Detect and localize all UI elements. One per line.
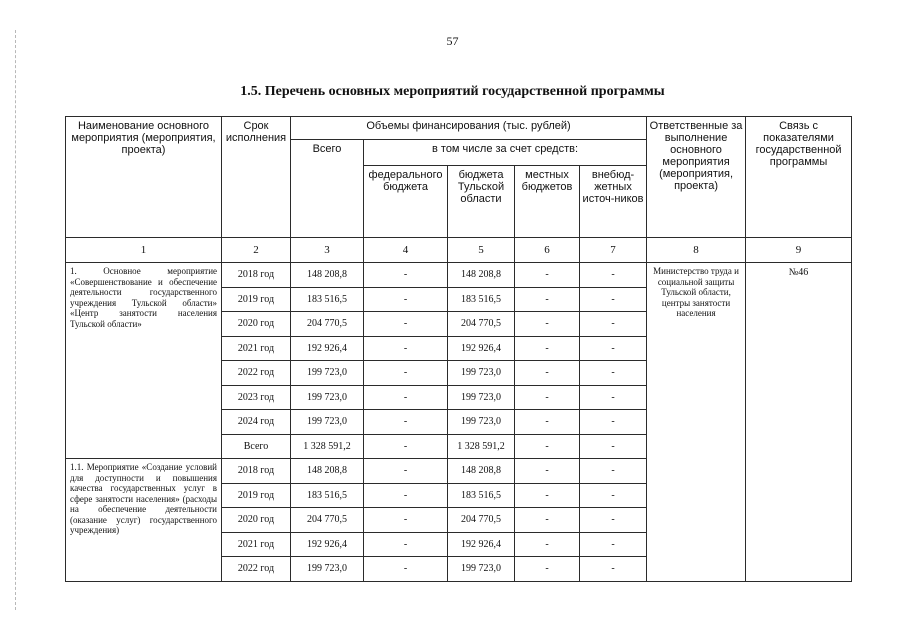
cell-year: 2021 год	[222, 532, 291, 557]
cell-year: 2018 год	[222, 459, 291, 484]
cell-regional: 183 516,5	[448, 483, 515, 508]
cell-total: 183 516,5	[291, 287, 364, 312]
responsible-cell: Министерство труда и социальной защиты Тульской области, центры занятости населения	[647, 263, 746, 582]
cell-total: 183 516,5	[291, 483, 364, 508]
cell-federal: -	[364, 385, 448, 410]
header-volumes: Объемы финансирования (тыс. рублей)	[291, 117, 647, 140]
header-term: Срок исполнения	[222, 117, 291, 238]
cell-local: -	[515, 410, 580, 435]
cell-local: -	[515, 557, 580, 582]
col-number: 9	[746, 238, 852, 263]
cell-federal: -	[364, 459, 448, 484]
cell-total: 192 926,4	[291, 336, 364, 361]
cell-local: -	[515, 361, 580, 386]
cell-local: -	[515, 532, 580, 557]
table-row	[66, 263, 852, 288]
cell-federal: -	[364, 287, 448, 312]
cell-extra: -	[580, 434, 647, 459]
cell-federal: -	[364, 557, 448, 582]
header-total: Всего	[291, 140, 364, 238]
header-name: Наименование основного мероприятия (мероприятия, проекта)	[66, 117, 222, 238]
cell-year: 2018 год	[222, 263, 291, 288]
column-numbers-row	[66, 238, 852, 263]
cell-year: 2022 год	[222, 361, 291, 386]
cell-extra: -	[580, 483, 647, 508]
measures-table	[65, 116, 852, 582]
cell-total: 148 208,8	[291, 263, 364, 288]
cell-extra: -	[580, 263, 647, 288]
cell-local: -	[515, 263, 580, 288]
indicator-link-cell: №46	[746, 263, 852, 582]
cell-regional: 199 723,0	[448, 385, 515, 410]
cell-extra: -	[580, 508, 647, 533]
cell-extra: -	[580, 312, 647, 337]
header-local: местных бюджетов	[515, 166, 580, 238]
cell-federal: -	[364, 434, 448, 459]
cell-local: -	[515, 434, 580, 459]
cell-local: -	[515, 385, 580, 410]
cell-regional: 199 723,0	[448, 557, 515, 582]
cell-total: 204 770,5	[291, 312, 364, 337]
cell-year: 2023 год	[222, 385, 291, 410]
cell-federal: -	[364, 483, 448, 508]
cell-federal: -	[364, 508, 448, 533]
cell-total: 192 926,4	[291, 532, 364, 557]
cell-total: 199 723,0	[291, 410, 364, 435]
cell-extra: -	[580, 459, 647, 484]
cell-local: -	[515, 287, 580, 312]
col-number: 4	[364, 238, 448, 263]
cell-local: -	[515, 336, 580, 361]
cell-total: 199 723,0	[291, 361, 364, 386]
cell-regional: 148 208,8	[448, 263, 515, 288]
measure-name: 1.1. Мероприятие «Создание условий для доступности и повышения качества государственных услуг в сфере занятости населения» (расходы на обеспечение деятельности (оказание услуг) государственного учреждения)	[66, 459, 222, 582]
cell-year: 2019 год	[222, 287, 291, 312]
cell-total: 204 770,5	[291, 508, 364, 533]
cell-federal: -	[364, 336, 448, 361]
cell-total: 148 208,8	[291, 459, 364, 484]
cell-extra: -	[580, 557, 647, 582]
cell-year: 2020 год	[222, 312, 291, 337]
cell-year: 2021 год	[222, 336, 291, 361]
cell-extra: -	[580, 532, 647, 557]
cell-extra: -	[580, 410, 647, 435]
cell-federal: -	[364, 410, 448, 435]
cell-federal: -	[364, 263, 448, 288]
cell-total: 1 328 591,2	[291, 434, 364, 459]
col-number: 1	[66, 238, 222, 263]
cell-extra: -	[580, 287, 647, 312]
cell-regional: 199 723,0	[448, 410, 515, 435]
col-number: 3	[291, 238, 364, 263]
cell-regional: 204 770,5	[448, 312, 515, 337]
cell-extra: -	[580, 385, 647, 410]
header-regional: бюджета Тульской области	[448, 166, 515, 238]
cell-local: -	[515, 483, 580, 508]
cell-federal: -	[364, 532, 448, 557]
cell-local: -	[515, 312, 580, 337]
cell-extra: -	[580, 336, 647, 361]
header-federal: федерального бюджета	[364, 166, 448, 238]
page-edge-line	[15, 30, 16, 610]
cell-federal: -	[364, 312, 448, 337]
cell-regional: 183 516,5	[448, 287, 515, 312]
cell-total: 199 723,0	[291, 385, 364, 410]
cell-regional: 192 926,4	[448, 336, 515, 361]
page-number: 57	[446, 34, 459, 48]
measure-name: 1. Основное мероприятие «Совершенствование и обеспечение деятельности государственного учреждения Тульской области» «Центр занятости населения Тульской области»	[66, 263, 222, 459]
cell-total: 199 723,0	[291, 557, 364, 582]
cell-regional: 1 328 591,2	[448, 434, 515, 459]
page-title: 1.5. Перечень основных мероприятий государственной программы	[240, 84, 665, 99]
cell-year: Всего	[222, 434, 291, 459]
header-responsible: Ответственные за выполнение основного мероприятия (мероприятия, проекта)	[647, 117, 746, 238]
cell-regional: 204 770,5	[448, 508, 515, 533]
cell-federal: -	[364, 361, 448, 386]
col-number: 8	[647, 238, 746, 263]
header-extra: внебюд-жетных источ-ников	[580, 166, 647, 238]
col-number: 6	[515, 238, 580, 263]
cell-year: 2019 год	[222, 483, 291, 508]
cell-extra: -	[580, 361, 647, 386]
cell-regional: 199 723,0	[448, 361, 515, 386]
cell-regional: 192 926,4	[448, 532, 515, 557]
col-number: 7	[580, 238, 647, 263]
col-number: 5	[448, 238, 515, 263]
cell-local: -	[515, 508, 580, 533]
cell-local: -	[515, 459, 580, 484]
cell-year: 2020 год	[222, 508, 291, 533]
header-incl: в том числе за счет средств:	[364, 140, 647, 166]
cell-regional: 148 208,8	[448, 459, 515, 484]
header-link: Связь с показателями государственной программы	[746, 117, 852, 238]
cell-year: 2024 год	[222, 410, 291, 435]
col-number: 2	[222, 238, 291, 263]
cell-year: 2022 год	[222, 557, 291, 582]
